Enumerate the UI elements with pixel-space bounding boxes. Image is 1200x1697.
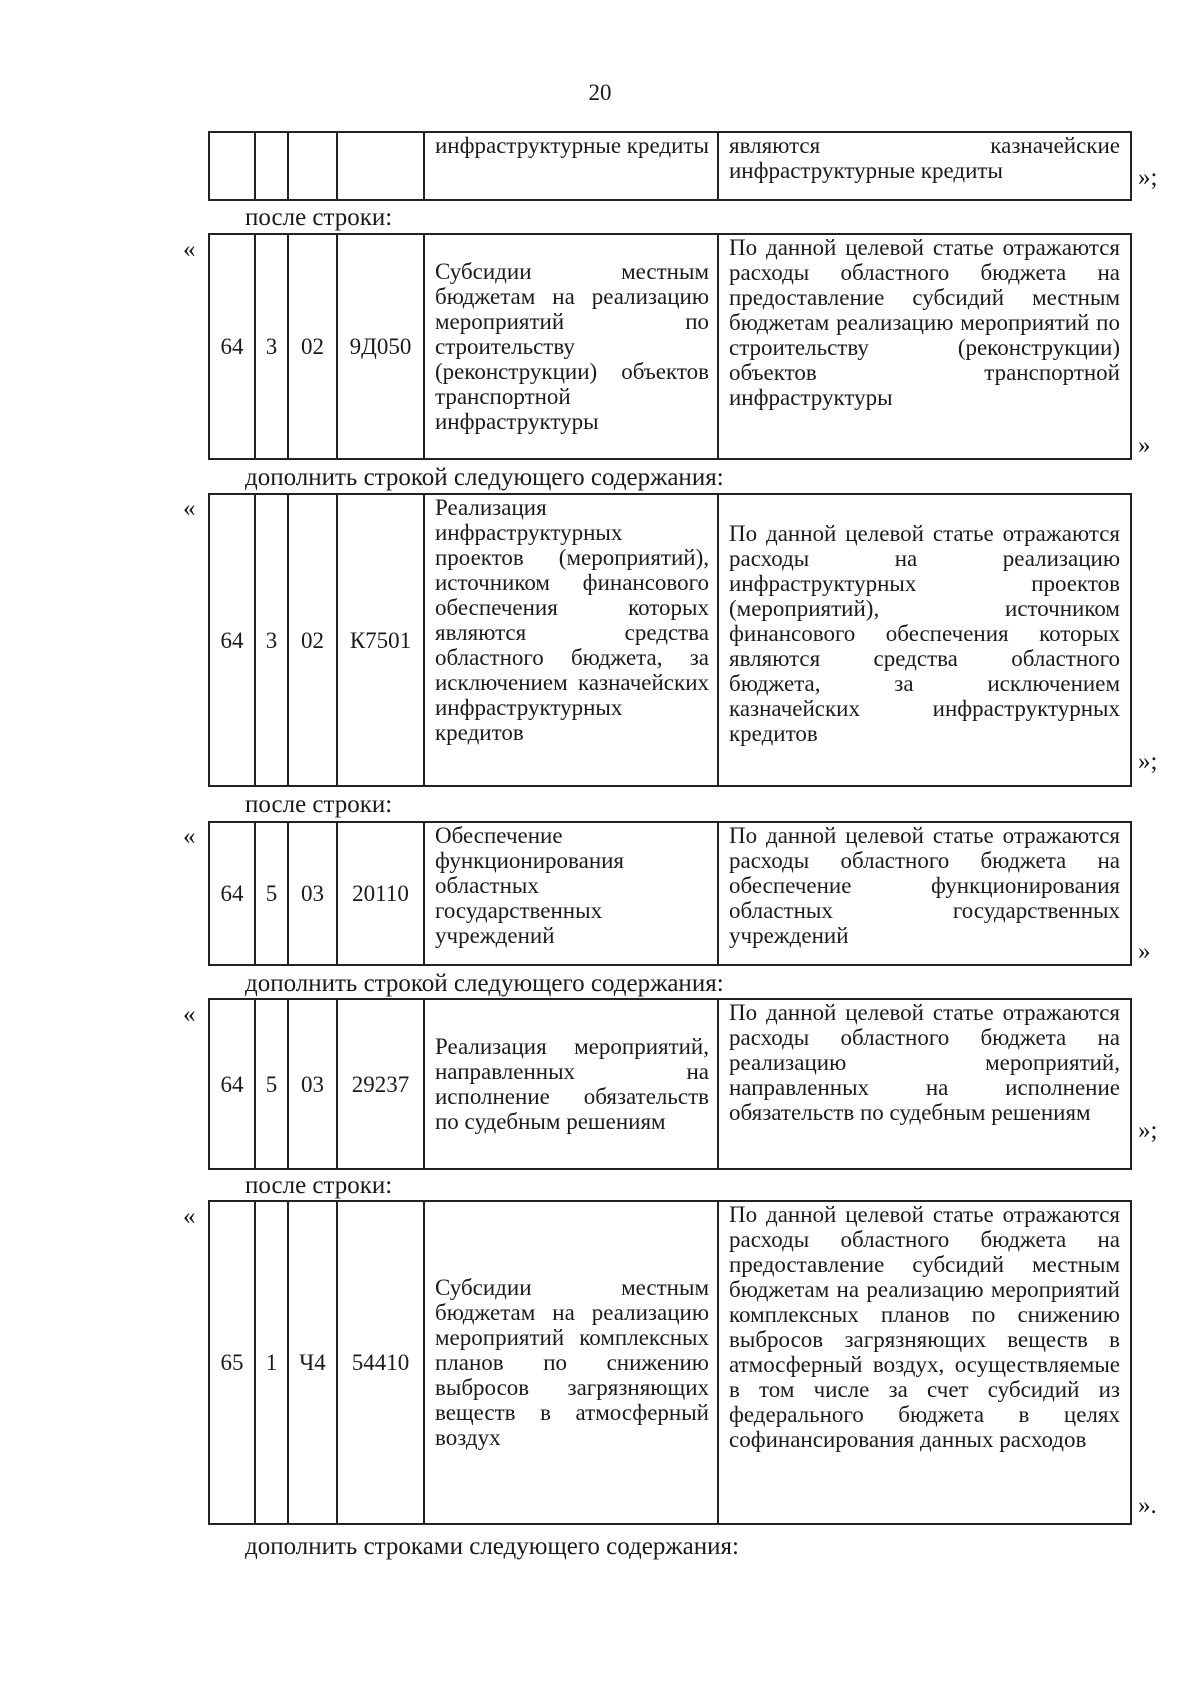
budget-table-row [208,821,1132,966]
code-program: 64 [209,999,255,1169]
closing-quote: » [1138,432,1151,459]
opening-quote: « [183,236,196,263]
budget-table-row [208,493,1132,787]
article-name-text: Обеспечение функционирования областных государственных учреждений [435,823,625,948]
page-number: 20 [588,80,612,105]
opening-quote: « [183,495,196,522]
code-direction: 54410 [337,1201,424,1524]
code-subprogram: 5 [255,999,288,1169]
article-description [718,999,1131,1169]
article-name [424,132,718,200]
code-event: 02 [288,494,337,786]
code-event: 03 [288,999,337,1169]
code-event: 03 [288,822,337,965]
article-name [424,999,718,1169]
caption-add-rows: дополнить строками следующего содержания: [245,1533,739,1560]
article-name [424,234,718,459]
code-subprogram: 5 [255,822,288,965]
code-subprogram: 1 [255,1201,288,1524]
article-description-text: По данной целевой статье отражаются расходы областного бюджета на предоставление субсидий местным бюджетам реализацию мероприятий по строительству (реконструкции) объектов транспортной инфраструктуры [729,235,1120,410]
article-name [424,494,718,786]
closing-quote: »; [1138,748,1158,775]
article-description-text: По данной целевой статье отражаются расходы областного бюджета на реализацию мероприятий, направленных на исполнение обязательств по судебным решениям [729,1000,1120,1125]
article-name-text: Субсидии местным бюджетам на реализацию мероприятий комплексных планов по снижению выбросов загрязняющих веществ в атмосферный воздух [435,1275,709,1450]
article-name-text: Реализация инфраструктурных проектов (мероприятий), источником финансового обеспечения которых являются средства областного бюджета, за исключением казначейских инфраструктурных кредитов [435,495,709,745]
code-subprogram: 3 [255,234,288,459]
article-description [718,822,1131,965]
code-program: 64 [209,494,255,786]
budget-table-row [208,131,1132,201]
code-program: 64 [209,822,255,965]
article-description-text: По данной целевой статье отражаются расходы областного бюджета на обеспечение функционирования областных государственных учреждений [729,823,1120,948]
code-direction: 9Д050 [337,234,424,459]
caption-add-row: дополнить строкой следующего содержания: [245,464,724,491]
code-direction: К7501 [337,494,424,786]
code-subprogram [255,132,288,200]
budget-table-row [208,1200,1132,1525]
caption-after-row: после строки: [245,1172,393,1199]
article-name [424,822,718,965]
closing-quote: ». [1138,1492,1157,1519]
opening-quote: « [183,1001,196,1028]
caption-after-row: после строки: [245,791,393,818]
article-description [718,132,1131,200]
article-description-text: являются казначейские инфраструктурные кредиты [729,133,1120,183]
code-direction: 20110 [337,822,424,965]
code-event: Ч4 [288,1201,337,1524]
code-event [288,132,337,200]
closing-quote: »; [1138,164,1158,191]
code-direction: 29237 [337,999,424,1169]
code-program: 65 [209,1201,255,1524]
closing-quote: »; [1138,1117,1158,1144]
article-description-text: По данной целевой статье отражаются расходы на реализацию инфраструктурных проектов (мероприятий), источником финансового обеспечения которых являются средства областного бюджета, за исключением казначейских инфраструктурных кредитов [729,521,1120,746]
caption-after-row: после строки: [245,204,393,231]
code-event: 02 [288,234,337,459]
article-description-text: По данной целевой статье отражаются расходы областного бюджета на предоставление субсидий местным бюджетам на реализацию мероприятий комплексных планов по снижению выбросов загрязняющих веществ в атмосферный воздух, осуществляемые в том числе за счет субсидий из федерального бюджета в целях софинансирования данных расходов [729,1202,1120,1452]
opening-quote: « [183,1203,196,1230]
code-program: 64 [209,234,255,459]
budget-table-row [208,233,1132,460]
opening-quote: « [183,823,196,850]
article-name-text: Реализация мероприятий, направленных на исполнение обязательств по судебным решениям [435,1034,709,1134]
code-subprogram: 3 [255,494,288,786]
article-description [718,234,1131,459]
article-description [718,1201,1131,1524]
article-name-text: Субсидии местным бюджетам на реализацию мероприятий по строительству (реконструкции) объектов транспортной инфраструктуры [435,259,709,434]
code-direction [337,132,424,200]
closing-quote: » [1138,938,1151,965]
code-program [209,132,255,200]
article-description [718,494,1131,786]
budget-table-row [208,998,1132,1170]
article-name [424,1201,718,1524]
caption-add-row: дополнить строкой следующего содержания: [245,970,724,997]
article-name-text: инфраструктурные кредиты [435,133,709,158]
